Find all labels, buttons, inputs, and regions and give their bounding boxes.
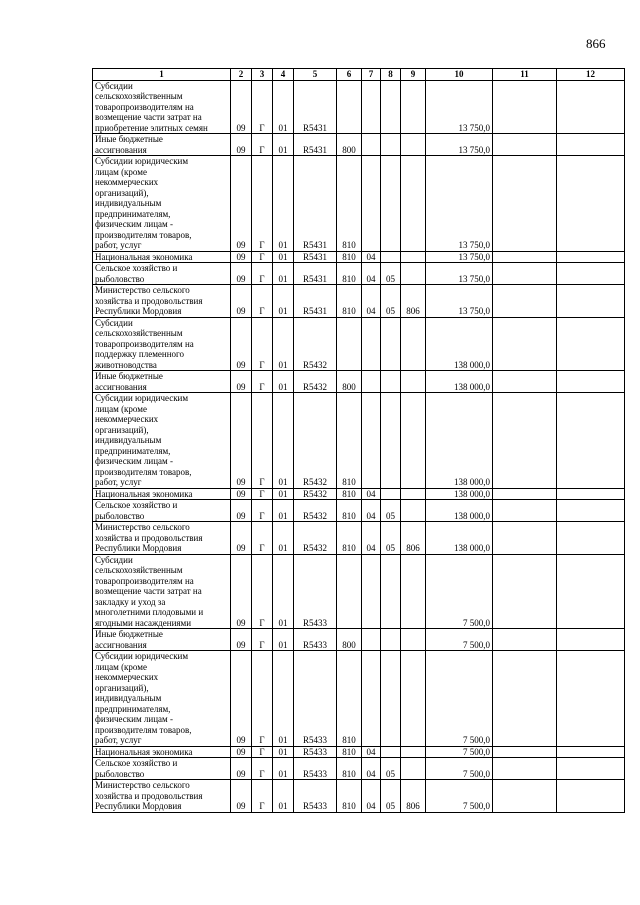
division-cell: [362, 80, 381, 134]
expense-type-cell: 800: [337, 629, 362, 651]
division-cell: 04: [362, 488, 381, 500]
program-cell: Г: [252, 629, 273, 651]
subprogram-cell: 01: [273, 393, 294, 489]
amount-cell: 7 500,0: [426, 746, 493, 758]
program-cell: Г: [252, 522, 273, 555]
subdivision-cell: [381, 651, 401, 747]
row-name-cell: Субсидии юридическим лицам (кроме некоммерческих организаций), индивидуальным предпринимателям, физическим лицам - производителям товаров, работ, услуг: [93, 651, 231, 747]
column-11-cell: [493, 251, 557, 263]
target-code-cell: R5431: [294, 263, 337, 285]
ministry-code-cell: [401, 629, 426, 651]
amount-cell: 138 000,0: [426, 500, 493, 522]
division-cell: 04: [362, 522, 381, 555]
ministry-code-cell: [401, 651, 426, 747]
target-code-cell: R5431: [294, 156, 337, 252]
section-cell: 09: [231, 251, 252, 263]
expense-type-cell: 810: [337, 156, 362, 252]
table-row: [93, 651, 625, 747]
column-12-cell: [557, 500, 625, 522]
program-cell: Г: [252, 488, 273, 500]
subdivision-cell: [381, 134, 401, 156]
column-12-cell: [557, 651, 625, 747]
subprogram-cell: 01: [273, 488, 294, 500]
ministry-code-cell: [401, 554, 426, 629]
program-cell: Г: [252, 651, 273, 747]
row-name-cell: Иные бюджетные ассигнования: [93, 371, 231, 393]
table-row: [93, 134, 625, 156]
subprogram-cell: 01: [273, 80, 294, 134]
subdivision-cell: 05: [381, 758, 401, 780]
subprogram-cell: 01: [273, 758, 294, 780]
section-cell: 09: [231, 393, 252, 489]
section-cell: 09: [231, 629, 252, 651]
program-cell: Г: [252, 285, 273, 318]
column-11-cell: [493, 780, 557, 813]
amount-cell: 138 000,0: [426, 488, 493, 500]
target-code-cell: R5433: [294, 758, 337, 780]
expense-type-cell: 810: [337, 488, 362, 500]
row-name-cell: Министерство сельского хозяйства и продовольствия Республики Мордовия: [93, 780, 231, 813]
target-code-cell: R5433: [294, 554, 337, 629]
ministry-code-cell: [401, 156, 426, 252]
subdivision-cell: [381, 251, 401, 263]
subprogram-cell: 01: [273, 317, 294, 371]
target-code-cell: R5433: [294, 651, 337, 747]
division-cell: [362, 629, 381, 651]
ministry-code-cell: [401, 488, 426, 500]
division-cell: 04: [362, 263, 381, 285]
expense-type-cell: 810: [337, 522, 362, 555]
program-cell: Г: [252, 554, 273, 629]
table-header-row: [93, 69, 625, 81]
column-12-cell: [557, 629, 625, 651]
column-header: 12: [557, 69, 625, 81]
subprogram-cell: 01: [273, 651, 294, 747]
ministry-code-cell: [401, 746, 426, 758]
table-row: [93, 156, 625, 252]
program-cell: Г: [252, 263, 273, 285]
page-number: 866: [586, 36, 606, 51]
table-row: [93, 758, 625, 780]
column-12-cell: [557, 317, 625, 371]
ministry-code-cell: 806: [401, 780, 426, 813]
amount-cell: 13 750,0: [426, 285, 493, 318]
target-code-cell: R5432: [294, 371, 337, 393]
column-header: 6: [337, 69, 362, 81]
expense-type-cell: [337, 317, 362, 371]
target-code-cell: R5431: [294, 285, 337, 318]
ministry-code-cell: [401, 371, 426, 393]
column-12-cell: [557, 522, 625, 555]
ministry-code-cell: [401, 263, 426, 285]
division-cell: 04: [362, 780, 381, 813]
column-12-cell: [557, 251, 625, 263]
program-cell: Г: [252, 317, 273, 371]
section-cell: 09: [231, 488, 252, 500]
subdivision-cell: [381, 554, 401, 629]
column-11-cell: [493, 500, 557, 522]
program-cell: Г: [252, 780, 273, 813]
column-11-cell: [493, 488, 557, 500]
section-cell: 09: [231, 500, 252, 522]
expense-type-cell: 810: [337, 780, 362, 813]
amount-cell: 138 000,0: [426, 522, 493, 555]
column-12-cell: [557, 780, 625, 813]
budget-table: [92, 68, 625, 813]
program-cell: Г: [252, 80, 273, 134]
division-cell: [362, 317, 381, 371]
table-row: [93, 522, 625, 555]
program-cell: Г: [252, 500, 273, 522]
column-header: 7: [362, 69, 381, 81]
subdivision-cell: 05: [381, 780, 401, 813]
column-11-cell: [493, 134, 557, 156]
target-code-cell: R5432: [294, 317, 337, 371]
subdivision-cell: [381, 156, 401, 252]
program-cell: Г: [252, 758, 273, 780]
subprogram-cell: 01: [273, 251, 294, 263]
column-12-cell: [557, 554, 625, 629]
expense-type-cell: 810: [337, 285, 362, 318]
target-code-cell: R5431: [294, 134, 337, 156]
expense-type-cell: 810: [337, 758, 362, 780]
table-row: [93, 317, 625, 371]
subprogram-cell: 01: [273, 500, 294, 522]
subprogram-cell: 01: [273, 780, 294, 813]
subdivision-cell: [381, 393, 401, 489]
amount-cell: 13 750,0: [426, 263, 493, 285]
subdivision-cell: 05: [381, 500, 401, 522]
division-cell: 04: [362, 746, 381, 758]
table-row: [93, 263, 625, 285]
division-cell: [362, 371, 381, 393]
subprogram-cell: 01: [273, 371, 294, 393]
column-11-cell: [493, 156, 557, 252]
program-cell: Г: [252, 393, 273, 489]
table-row: [93, 500, 625, 522]
ministry-code-cell: [401, 500, 426, 522]
column-12-cell: [557, 80, 625, 134]
ministry-code-cell: [401, 393, 426, 489]
division-cell: [362, 393, 381, 489]
column-header: 1: [93, 69, 231, 81]
row-name-cell: Сельское хозяйство и рыболовство: [93, 500, 231, 522]
target-code-cell: R5432: [294, 500, 337, 522]
table-row: [93, 554, 625, 629]
section-cell: 09: [231, 554, 252, 629]
row-name-cell: Национальная экономика: [93, 746, 231, 758]
subdivision-cell: [381, 80, 401, 134]
subdivision-cell: 05: [381, 263, 401, 285]
section-cell: 09: [231, 156, 252, 252]
column-11-cell: [493, 554, 557, 629]
program-cell: Г: [252, 134, 273, 156]
column-12-cell: [557, 746, 625, 758]
amount-cell: 7 500,0: [426, 758, 493, 780]
section-cell: 09: [231, 522, 252, 555]
amount-cell: 7 500,0: [426, 554, 493, 629]
column-12-cell: [557, 393, 625, 489]
expense-type-cell: 800: [337, 134, 362, 156]
column-11-cell: [493, 522, 557, 555]
table-row: [93, 393, 625, 489]
row-name-cell: Министерство сельского хозяйства и продовольствия Республики Мордовия: [93, 285, 231, 318]
division-cell: [362, 156, 381, 252]
ministry-code-cell: 806: [401, 522, 426, 555]
row-name-cell: Субсидии юридическим лицам (кроме некоммерческих организаций), индивидуальным предпринимателям, физическим лицам - производителям товаров, работ, услуг: [93, 156, 231, 252]
column-11-cell: [493, 651, 557, 747]
subdivision-cell: [381, 371, 401, 393]
row-name-cell: Субсидии сельскохозяйственным товаропроизводителям на возмещение части затрат на закладку и уход за многолетними плодовыми и ягодными насаждениями: [93, 554, 231, 629]
column-11-cell: [493, 263, 557, 285]
column-header: 8: [381, 69, 401, 81]
division-cell: 04: [362, 758, 381, 780]
table-row: [93, 629, 625, 651]
program-cell: Г: [252, 251, 273, 263]
section-cell: 09: [231, 371, 252, 393]
column-12-cell: [557, 758, 625, 780]
subdivision-cell: [381, 317, 401, 371]
expense-type-cell: 810: [337, 263, 362, 285]
row-name-cell: Субсидии сельскохозяйственным товаропроизводителям на поддержку племенного животноводства: [93, 317, 231, 371]
section-cell: 09: [231, 317, 252, 371]
subdivision-cell: 05: [381, 522, 401, 555]
target-code-cell: R5433: [294, 780, 337, 813]
amount-cell: 13 750,0: [426, 134, 493, 156]
section-cell: 09: [231, 134, 252, 156]
ministry-code-cell: [401, 251, 426, 263]
row-name-cell: Национальная экономика: [93, 251, 231, 263]
column-11-cell: [493, 758, 557, 780]
ministry-code-cell: [401, 317, 426, 371]
ministry-code-cell: [401, 758, 426, 780]
table-row: [93, 488, 625, 500]
column-12-cell: [557, 488, 625, 500]
target-code-cell: R5431: [294, 80, 337, 134]
section-cell: 09: [231, 651, 252, 747]
row-name-cell: Субсидии юридическим лицам (кроме некоммерческих организаций), индивидуальным предпринимателям, физическим лицам - производителям товаров, работ, услуг: [93, 393, 231, 489]
table-row: [93, 80, 625, 134]
section-cell: 09: [231, 746, 252, 758]
expense-type-cell: 810: [337, 651, 362, 747]
column-11-cell: [493, 746, 557, 758]
subdivision-cell: [381, 488, 401, 500]
section-cell: 09: [231, 80, 252, 134]
column-11-cell: [493, 393, 557, 489]
expense-type-cell: 810: [337, 500, 362, 522]
column-11-cell: [493, 285, 557, 318]
column-11-cell: [493, 80, 557, 134]
amount-cell: 138 000,0: [426, 371, 493, 393]
expense-type-cell: 810: [337, 746, 362, 758]
section-cell: 09: [231, 285, 252, 318]
subprogram-cell: 01: [273, 263, 294, 285]
column-12-cell: [557, 134, 625, 156]
row-name-cell: Министерство сельского хозяйства и продовольствия Республики Мордовия: [93, 522, 231, 555]
subprogram-cell: 01: [273, 522, 294, 555]
program-cell: Г: [252, 371, 273, 393]
table-row: [93, 371, 625, 393]
column-header: 4: [273, 69, 294, 81]
subdivision-cell: [381, 629, 401, 651]
amount-cell: 138 000,0: [426, 393, 493, 489]
program-cell: Г: [252, 746, 273, 758]
row-name-cell: Сельское хозяйство и рыболовство: [93, 758, 231, 780]
target-code-cell: R5432: [294, 393, 337, 489]
division-cell: 04: [362, 500, 381, 522]
row-name-cell: Иные бюджетные ассигнования: [93, 629, 231, 651]
table-row: [93, 251, 625, 263]
column-header: 2: [231, 69, 252, 81]
ministry-code-cell: [401, 80, 426, 134]
subprogram-cell: 01: [273, 156, 294, 252]
amount-cell: 7 500,0: [426, 651, 493, 747]
amount-cell: 13 750,0: [426, 80, 493, 134]
column-header: 11: [493, 69, 557, 81]
subprogram-cell: 01: [273, 285, 294, 318]
section-cell: 09: [231, 780, 252, 813]
section-cell: 09: [231, 758, 252, 780]
subprogram-cell: 01: [273, 554, 294, 629]
expense-type-cell: 800: [337, 371, 362, 393]
subdivision-cell: 05: [381, 285, 401, 318]
column-12-cell: [557, 371, 625, 393]
column-11-cell: [493, 317, 557, 371]
division-cell: [362, 134, 381, 156]
row-name-cell: Национальная экономика: [93, 488, 231, 500]
column-header: 3: [252, 69, 273, 81]
column-header: 9: [401, 69, 426, 81]
target-code-cell: R5433: [294, 629, 337, 651]
column-12-cell: [557, 156, 625, 252]
amount-cell: 7 500,0: [426, 780, 493, 813]
subprogram-cell: 01: [273, 134, 294, 156]
column-header: 5: [294, 69, 337, 81]
expense-type-cell: 810: [337, 393, 362, 489]
expense-type-cell: [337, 80, 362, 134]
amount-cell: 13 750,0: [426, 156, 493, 252]
division-cell: [362, 651, 381, 747]
expense-type-cell: 810: [337, 251, 362, 263]
program-cell: Г: [252, 156, 273, 252]
table-row: [93, 285, 625, 318]
column-12-cell: [557, 285, 625, 318]
ministry-code-cell: 806: [401, 285, 426, 318]
subprogram-cell: 01: [273, 746, 294, 758]
amount-cell: 7 500,0: [426, 629, 493, 651]
row-name-cell: Иные бюджетные ассигнования: [93, 134, 231, 156]
column-11-cell: [493, 371, 557, 393]
row-name-cell: Субсидии сельскохозяйственным товаропроизводителям на возмещение части затрат на приобретение элитных семян: [93, 80, 231, 134]
target-code-cell: R5433: [294, 746, 337, 758]
amount-cell: 13 750,0: [426, 251, 493, 263]
target-code-cell: R5432: [294, 522, 337, 555]
amount-cell: 138 000,0: [426, 317, 493, 371]
subdivision-cell: [381, 746, 401, 758]
section-cell: 09: [231, 263, 252, 285]
expense-type-cell: [337, 554, 362, 629]
target-code-cell: R5432: [294, 488, 337, 500]
column-header: 10: [426, 69, 493, 81]
row-name-cell: Сельское хозяйство и рыболовство: [93, 263, 231, 285]
target-code-cell: R5431: [294, 251, 337, 263]
division-cell: [362, 554, 381, 629]
subprogram-cell: 01: [273, 629, 294, 651]
column-11-cell: [493, 629, 557, 651]
ministry-code-cell: [401, 134, 426, 156]
division-cell: 04: [362, 285, 381, 318]
division-cell: 04: [362, 251, 381, 263]
column-12-cell: [557, 263, 625, 285]
table-row: [93, 746, 625, 758]
table-row: [93, 780, 625, 813]
